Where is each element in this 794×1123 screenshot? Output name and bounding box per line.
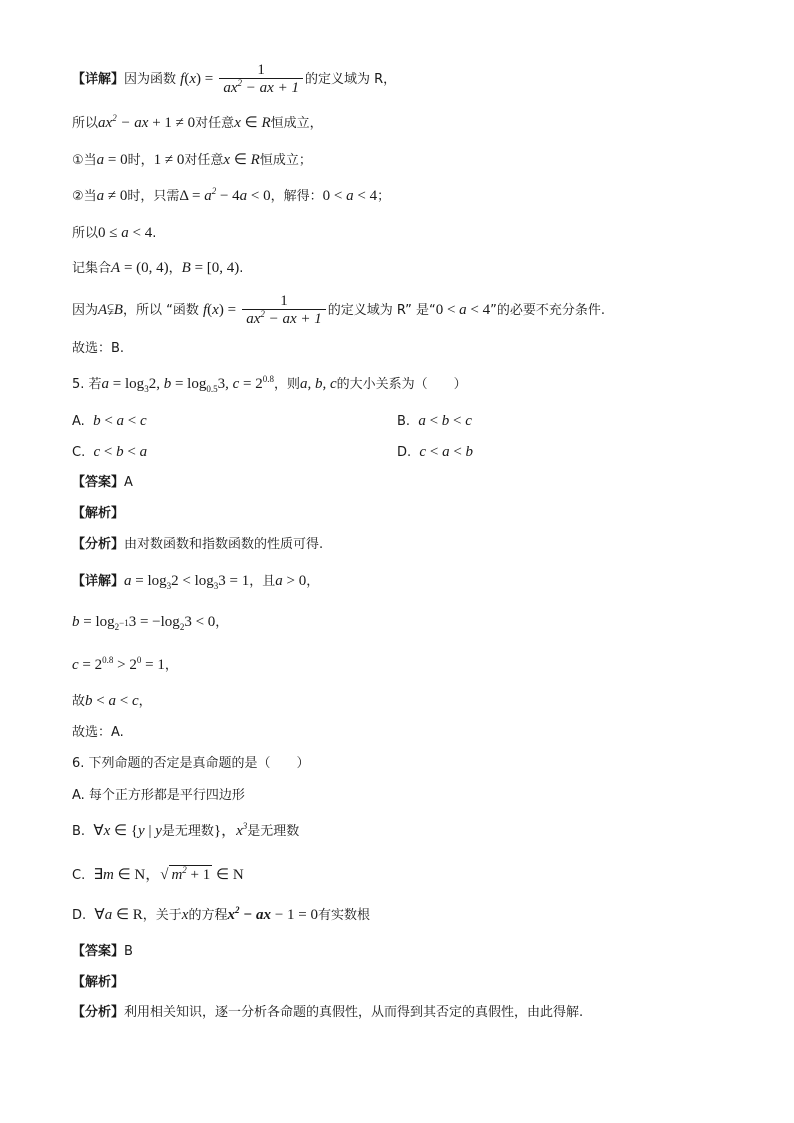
q5-answer: 【答案】A	[72, 475, 133, 490]
detail-line-6: 记集合A = (0, 4)，B = [0, 4).	[72, 260, 244, 276]
q5-detail-1: 【详解】$a = \log_32 < \log_33 = 1$，且a > 0，	[72, 573, 320, 591]
detail-line-5: 所以0 ≤ a < 4.	[72, 225, 157, 241]
fraction: $\frac{1}{ax^2 - ax + 1}$	[219, 62, 303, 97]
question-6: 6. 下列命题的否定是真命题的是（ ）	[72, 756, 310, 771]
function-expr: f	[180, 71, 185, 87]
detail-line-3: ①当a = 0时，1 ≠ 0对任意x ∈ R恒成立；	[72, 152, 312, 168]
q6-option-a: A. 每个正方形都是平行四边形	[72, 788, 245, 803]
detail-line-8: 故选：B.	[72, 341, 125, 356]
question-5: 5. 若$a = \log_32$, $b = \log_{0.5}3$, $c = 2^{0.8}$，则a, b, c的大小关系为（ ）	[72, 374, 467, 394]
q6-analysis: 【分析】利用相关知识，逐一分析各命题的真假性，从而得到其否定的真假性，由此得解.	[72, 1005, 584, 1020]
q6-analysis-heading: 【解析】	[72, 975, 125, 990]
q5-detail-3: $c = 2^{0.8} > 2^0 = 1$，	[72, 655, 178, 673]
detail-line-7: 因为A⫋B，所以 “函数 f(x) = $\frac{1}{ax^2 - ax + 1}$ 的定义域为 R” 是“0 < a < 4”的必要不充分条件.	[72, 293, 606, 327]
q5-detail-4: 故b < a < c，	[72, 693, 152, 709]
q6-option-d: D. ∀a ∈ R，关于x的方程$x^2$ − ax − 1 = 0有实数根	[72, 905, 370, 923]
q5-analysis-heading: 【解析】	[72, 506, 125, 521]
q6-option-b: B. ∀x ∈ {y | y是无理数}，$x^3$是无理数	[72, 821, 300, 839]
q5-detail-2: $b = \log_{2^{-1}}3 = -\log_23 < 0$，	[72, 614, 229, 632]
q5-detail-5: 故选：A.	[72, 725, 124, 740]
q6-option-c: C. ∃m ∈ N，√ $m^2 + 1$ ∈ N	[72, 865, 244, 883]
detail-line-4: ②当a ≠ 0时，只需$\Delta = a^2 - 4a < 0$，解得：0 < a < 4；	[72, 186, 391, 204]
q5-analysis: 【分析】由对数函数和指数函数的性质可得.	[72, 537, 324, 552]
detail-tag: 【详解】	[72, 72, 125, 87]
answer-tag: 【答案】	[72, 475, 125, 490]
detail-line-2: 所以$ax^2$ − ax + 1 ≠ 0对任意x ∈ R恒成立，	[72, 113, 323, 131]
fraction-2: $\frac{1}{ax^2 - ax + 1}$	[242, 293, 326, 328]
q5-option-d: D. c < a < b	[397, 444, 474, 460]
q5-option-b: B. a < b < c	[397, 413, 472, 429]
q6-answer: 【答案】B	[72, 944, 133, 959]
q5-option-a: A. b < a < c	[72, 413, 147, 429]
detail-line-1: 【详解】因为函数 f(x) = $\frac{1}{ax^2 - ax + 1}$ 的定义域为 R，	[72, 62, 397, 96]
q5-option-c: C. c < b < a	[72, 444, 148, 460]
